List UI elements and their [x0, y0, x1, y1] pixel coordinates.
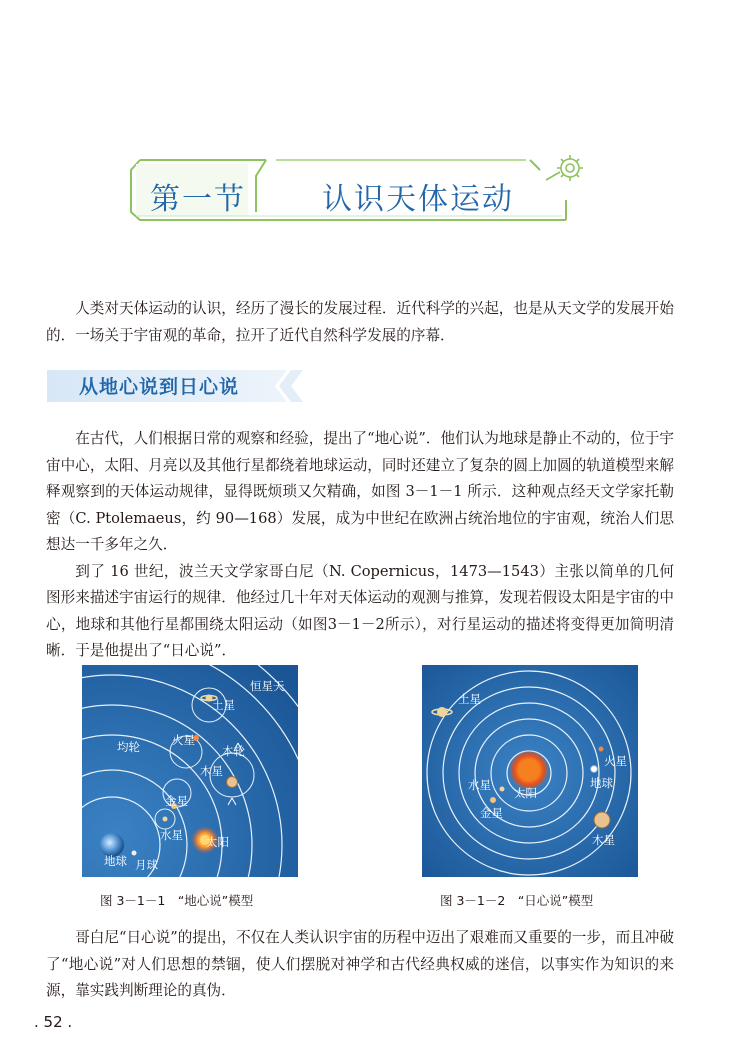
label-earth: 地球 — [590, 776, 613, 790]
closing-paragraph — [46, 925, 674, 1005]
label-mercury: 水星 — [468, 778, 491, 792]
page-number: . 52 . — [34, 1013, 73, 1031]
figure-heliocentric — [422, 665, 638, 881]
mercury-icon — [163, 817, 168, 822]
section-header — [126, 150, 596, 230]
heliocentric-model-diagram — [422, 665, 638, 877]
body-paragraphs — [46, 426, 674, 665]
label-saturn: 土星 — [458, 692, 481, 706]
intro-text: 人类对天体运动的认识，经历了漫长的发展过程．近代科学的兴起，也是从天文学的发展开始的．一场关于宇宙观的革命，拉开了近代自然科学发展的序幕． — [46, 300, 674, 344]
body-paragraph-3: 哥白尼“日心说”的提出，不仅在人类认识宇宙的历程中迈出了艰难而又重要的一步，而且冲破了“地心说”对人们思想的禁锢，使人们摆脱对神学和古代经典权威的迷信，以事实作为知识的来源，靠实践判断理论的真伪． — [46, 929, 674, 999]
label-deferent: 本轮 — [222, 744, 245, 758]
label-jupiter: 木星 — [200, 764, 223, 778]
geocentric-model-diagram — [82, 665, 298, 877]
label-mercury: 水星 — [160, 828, 183, 842]
section-title: 认识天体运动 — [322, 182, 514, 217]
jupiter-icon — [594, 812, 610, 828]
label-mars: 火星 — [172, 733, 195, 747]
jupiter-icon — [227, 777, 238, 788]
label-sun: 太阳 — [206, 835, 229, 849]
label-epicycle: 均轮 — [117, 740, 140, 754]
mercury-icon — [500, 787, 505, 792]
body-paragraph-1: 在古代，人们根据日常的观察和经验，提出了“地心说”．他们认为地球是静止不动的，位于宇宙中心，太阳、月亮以及其他行星都绕着地球运动，同时还建立了复杂的圆上加圆的轨道模型来解释观察到的天体运动规律，显得既烦琐又欠精确，如图 3－1－1 所示．这种观点经天文学家托勒密（C. Ptolemaeus，约 90—168）发展，成为中世纪在欧洲占统治地位的宇宙观，统治人们思想达一千多年之久． — [46, 430, 674, 553]
moon-icon — [132, 851, 137, 856]
label-fixed-stars: 恒星天 — [250, 679, 285, 693]
subheading-text: 从地心说到日心说 — [79, 376, 240, 398]
label-saturn: 土星 — [212, 698, 235, 712]
figure-geocentric — [82, 665, 298, 881]
label-earth: 地球 — [104, 854, 127, 868]
earth-icon — [591, 766, 598, 773]
label-mars: 火星 — [604, 754, 627, 768]
body-paragraph-2: 到了 16 世纪，波兰天文学家哥白尼（N. Copernicus，1473—1543）主张以简单的几何图形来描述宇宙运行的规律．他经过几十年对天体运动的观测与推算，发现若假设太阳是宇宙的中心，地球和其他行星都围绕太阳运动（如图3－1－2所示），对行星运动的描述将变得更加简明清晰．于是他提出了“日心说”． — [46, 562, 674, 659]
label-sun: 太阳 — [514, 786, 537, 800]
venus-icon — [490, 797, 496, 803]
label-moon: 月球 — [135, 858, 158, 872]
label-venus: 金星 — [165, 794, 188, 808]
subheading — [47, 366, 305, 406]
label-jupiter: 木星 — [592, 833, 615, 847]
section-number: 第一节 — [150, 182, 246, 217]
intro-paragraph — [46, 296, 674, 349]
mars-icon — [599, 747, 604, 752]
gear-icon — [536, 150, 596, 200]
figure-geocentric-caption: 图 3－1－1 “地心说”模型 — [100, 893, 254, 908]
label-venus: 金星 — [480, 806, 503, 820]
figure-heliocentric-caption: 图 3－1－2 “日心说”模型 — [440, 893, 594, 908]
